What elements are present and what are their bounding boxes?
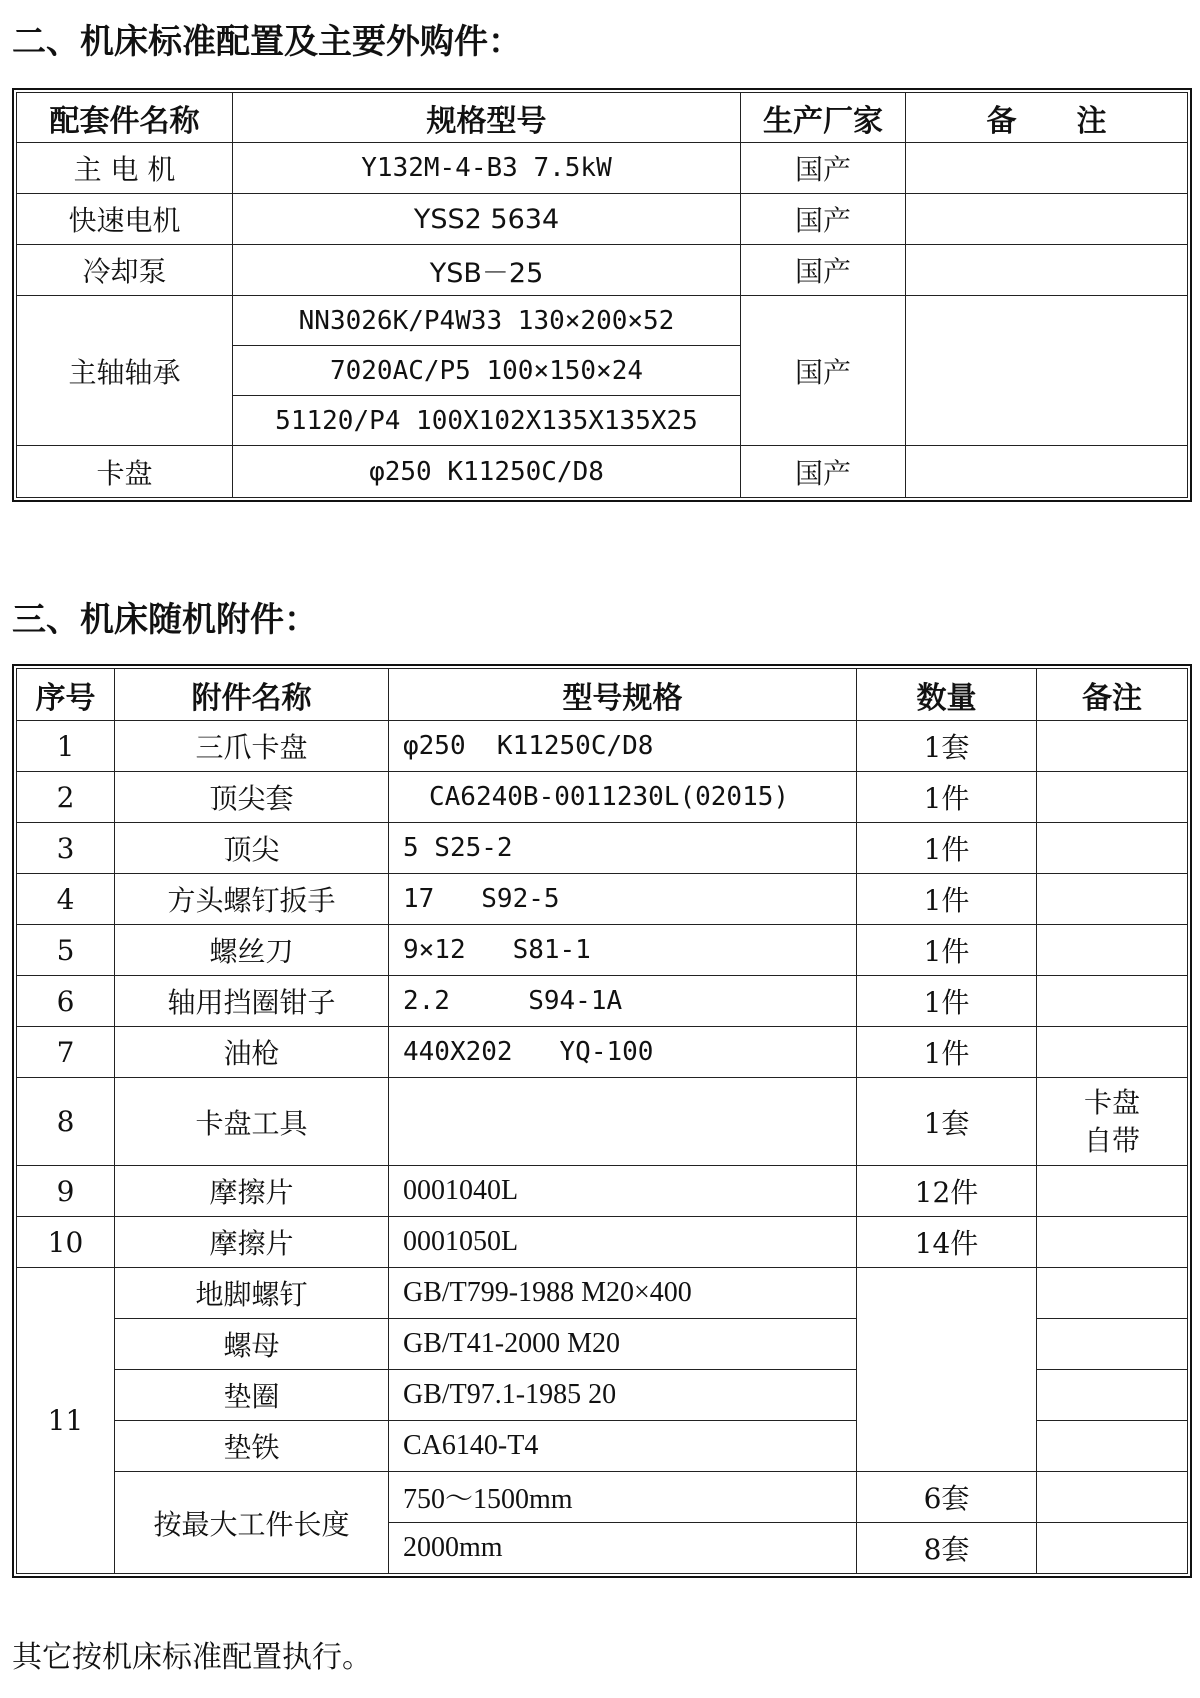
header-accessory-name: 附件名称 bbox=[115, 669, 389, 721]
accessory-spec: CA6240B-0011230L(02015) bbox=[389, 772, 857, 823]
header-quantity: 数量 bbox=[857, 669, 1037, 721]
part-maker: 国产 bbox=[741, 446, 906, 498]
accessory-note bbox=[1037, 721, 1188, 772]
table-row bbox=[17, 1472, 1188, 1523]
accessory-qty: 1件 bbox=[857, 823, 1037, 874]
part-spec: YSS2 5634 bbox=[233, 194, 741, 245]
accessory-name: 摩擦片 bbox=[115, 1166, 389, 1217]
accessory-spec: GB/T41-2000 M20 bbox=[389, 1319, 857, 1370]
table-row bbox=[17, 925, 1188, 976]
accessory-note bbox=[1037, 1078, 1188, 1166]
part-name: 主 电 机 bbox=[17, 143, 233, 194]
accessory-qty: 1套 bbox=[857, 721, 1037, 772]
row-index: 5 bbox=[17, 925, 115, 976]
accessory-spec: 5 S25-2 bbox=[389, 823, 857, 874]
accessory-qty: 1件 bbox=[857, 976, 1037, 1027]
accessory-note bbox=[1037, 1166, 1188, 1217]
part-note bbox=[906, 143, 1188, 194]
row-index: 1 bbox=[17, 721, 115, 772]
table-row bbox=[17, 296, 1188, 346]
accessory-qty bbox=[857, 1268, 1037, 1472]
part-spec: YSB－25 bbox=[233, 245, 741, 296]
note-text: 卡盘自带 bbox=[1083, 1085, 1140, 1157]
accessory-note bbox=[1037, 772, 1188, 823]
row-index: 7 bbox=[17, 1027, 115, 1078]
part-note bbox=[906, 446, 1188, 498]
header-model-spec: 型号规格 bbox=[389, 669, 857, 721]
accessory-spec: GB/T799-1988 M20×400 bbox=[389, 1268, 857, 1319]
accessory-qty: 6套 bbox=[857, 1472, 1037, 1523]
accessory-spec: 0001050L bbox=[389, 1217, 857, 1268]
accessory-name: 顶尖套 bbox=[115, 772, 389, 823]
part-note bbox=[906, 296, 1188, 446]
table-row bbox=[17, 874, 1188, 925]
accessory-name: 螺母 bbox=[115, 1319, 389, 1370]
accessory-note bbox=[1037, 823, 1188, 874]
accessory-spec: φ250 K11250C/D8 bbox=[389, 721, 857, 772]
row-index: 8 bbox=[17, 1078, 115, 1166]
table-row bbox=[17, 772, 1188, 823]
accessories-table bbox=[16, 668, 1188, 1574]
accessory-name: 垫圈 bbox=[115, 1370, 389, 1421]
accessory-note bbox=[1037, 1472, 1188, 1523]
table-row bbox=[17, 823, 1188, 874]
accessory-note bbox=[1037, 874, 1188, 925]
accessory-name: 方头螺钉扳手 bbox=[115, 874, 389, 925]
accessory-spec: 2000mm bbox=[389, 1523, 857, 1574]
table-row bbox=[17, 194, 1188, 245]
accessory-note bbox=[1037, 1217, 1188, 1268]
table-row bbox=[17, 1268, 1188, 1319]
accessory-name: 顶尖 bbox=[115, 823, 389, 874]
accessory-spec: 17 S92-5 bbox=[389, 874, 857, 925]
accessory-note bbox=[1037, 1319, 1188, 1370]
table-row bbox=[17, 1027, 1188, 1078]
accessory-spec: 9×12 S81-1 bbox=[389, 925, 857, 976]
accessory-name: 油枪 bbox=[115, 1027, 389, 1078]
table-row bbox=[17, 143, 1188, 194]
accessory-name: 地脚螺钉 bbox=[115, 1268, 389, 1319]
accessory-qty: 1套 bbox=[857, 1078, 1037, 1166]
accessory-note bbox=[1037, 1268, 1188, 1319]
table-row bbox=[17, 446, 1188, 498]
part-maker: 国产 bbox=[741, 245, 906, 296]
accessory-note bbox=[1037, 925, 1188, 976]
table-row bbox=[17, 721, 1188, 772]
part-note bbox=[906, 245, 1188, 296]
bearing-spec: 7020AC/P5 100×150×24 bbox=[233, 346, 741, 396]
accessory-qty: 12件 bbox=[857, 1166, 1037, 1217]
accessory-spec: 2.2 S94-1A bbox=[389, 976, 857, 1027]
part-note bbox=[906, 194, 1188, 245]
table-row bbox=[17, 1078, 1188, 1166]
accessory-spec: 440X202 YQ-100 bbox=[389, 1027, 857, 1078]
part-maker: 国产 bbox=[741, 296, 906, 446]
accessory-qty: 1件 bbox=[857, 874, 1037, 925]
accessory-spec bbox=[389, 1078, 857, 1166]
accessory-note bbox=[1037, 1027, 1188, 1078]
accessory-name: 轴用挡圈钳子 bbox=[115, 976, 389, 1027]
row-index: 4 bbox=[17, 874, 115, 925]
accessory-spec: 0001040L bbox=[389, 1166, 857, 1217]
accessory-note bbox=[1037, 976, 1188, 1027]
standard-config-table-frame bbox=[12, 88, 1192, 502]
accessory-name: 卡盘工具 bbox=[115, 1078, 389, 1166]
header-note: 备 注 bbox=[906, 93, 1188, 143]
section-3-title: 三、机床随机附件： bbox=[12, 600, 318, 640]
part-name: 主轴轴承 bbox=[17, 296, 233, 446]
table-row bbox=[17, 245, 1188, 296]
accessory-qty: 1件 bbox=[857, 925, 1037, 976]
part-maker: 国产 bbox=[741, 194, 906, 245]
table-row bbox=[17, 976, 1188, 1027]
section-2-title: 二、机床标准配置及主要外购件： bbox=[12, 22, 522, 62]
bearing-spec: 51120/P4 100X102X135X135X25 bbox=[233, 396, 741, 446]
part-name: 冷却泵 bbox=[17, 245, 233, 296]
row-index: 11 bbox=[17, 1268, 115, 1574]
accessory-note bbox=[1037, 1370, 1188, 1421]
table-header-row bbox=[17, 669, 1188, 721]
accessory-qty: 1件 bbox=[857, 1027, 1037, 1078]
row-index: 9 bbox=[17, 1166, 115, 1217]
accessory-spec: 750～1500mm bbox=[389, 1472, 857, 1523]
part-name: 卡盘 bbox=[17, 446, 233, 498]
header-spec: 规格型号 bbox=[233, 93, 741, 143]
row-index: 10 bbox=[17, 1217, 115, 1268]
header-maker: 生产厂家 bbox=[741, 93, 906, 143]
row-index: 2 bbox=[17, 772, 115, 823]
standard-config-table bbox=[16, 92, 1188, 498]
accessory-note bbox=[1037, 1523, 1188, 1574]
accessory-name: 摩擦片 bbox=[115, 1217, 389, 1268]
table-row bbox=[17, 1217, 1188, 1268]
row-index: 3 bbox=[17, 823, 115, 874]
header-index: 序号 bbox=[17, 669, 115, 721]
accessory-spec: GB/T97.1-1985 20 bbox=[389, 1370, 857, 1421]
header-note: 备注 bbox=[1037, 669, 1188, 721]
header-part-name: 配套件名称 bbox=[17, 93, 233, 143]
accessory-name: 垫铁 bbox=[115, 1421, 389, 1472]
accessory-name: 按最大工件长度 bbox=[115, 1472, 389, 1574]
table-row bbox=[17, 1166, 1188, 1217]
bearing-spec: NN3026K/P4W33 130×200×52 bbox=[233, 296, 741, 346]
part-name: 快速电机 bbox=[17, 194, 233, 245]
row-index: 6 bbox=[17, 976, 115, 1027]
accessory-qty: 14件 bbox=[857, 1217, 1037, 1268]
table-header-row bbox=[17, 93, 1188, 143]
accessory-qty: 8套 bbox=[857, 1523, 1037, 1574]
accessory-name: 螺丝刀 bbox=[115, 925, 389, 976]
part-maker: 国产 bbox=[741, 143, 906, 194]
part-spec: φ250 K11250C/D8 bbox=[233, 446, 741, 498]
part-spec: Y132M-4-B3 7.5kW bbox=[233, 143, 741, 194]
accessory-note bbox=[1037, 1421, 1188, 1472]
footer-note: 其它按机床标准配置执行。 bbox=[12, 1640, 372, 1675]
accessory-spec: CA6140-T4 bbox=[389, 1421, 857, 1472]
accessory-qty: 1件 bbox=[857, 772, 1037, 823]
accessories-table-frame bbox=[12, 664, 1192, 1578]
accessory-name: 三爪卡盘 bbox=[115, 721, 389, 772]
